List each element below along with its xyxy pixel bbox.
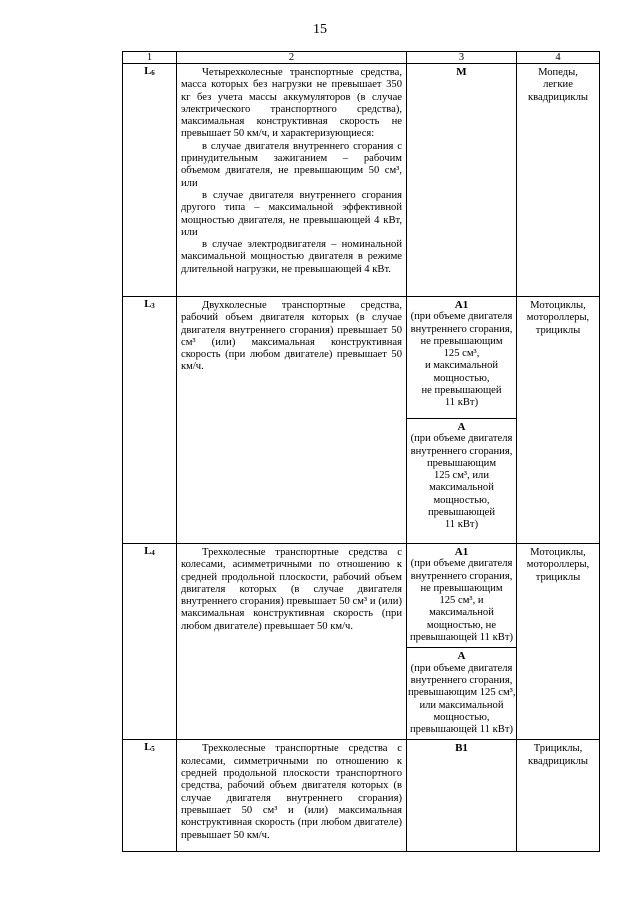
category-note-line: не превышающей — [421, 385, 502, 397]
description-paragraph: в случае двигателя внутреннего сгорания другого типа – максимальной эффективной мощностью двигателя, не превышающей 4 кВт, или — [181, 189, 402, 238]
category-note-line: внутреннего сгорания, — [410, 445, 513, 457]
vehicle-code: $L_4$ — [144, 546, 155, 557]
vehicle-code: $L_6$ — [144, 66, 155, 77]
column-header: 3 — [407, 52, 517, 64]
category-note-line: превышающей 11 кВт) — [410, 724, 513, 736]
category-note-line: не превышающим — [420, 335, 503, 347]
category-note-line: превышающей — [427, 507, 496, 519]
category-note-line: максимальной — [429, 482, 494, 494]
vehicle-type-line: Мотоциклы, — [530, 300, 586, 311]
vehicle-type-line: мотороллеры, — [526, 559, 590, 571]
category-note-line: максимальной — [429, 607, 494, 619]
vehicle-type-cell — [517, 740, 600, 852]
vehicle-code: $L_5$ — [144, 742, 155, 754]
column-header: 4 — [517, 52, 600, 64]
vehicle-category-table — [122, 51, 600, 852]
license-category-code: A — [457, 421, 466, 433]
category-note-line: (при объеме двигателя — [410, 433, 513, 445]
description-paragraph: Трехколесные транспортные средства с колесами, симметричными по отношению к средней продольной плоскости транспортного средства, рабочий объем двигателя которых (в случае двигателя внутреннего сгорания) превышает 50 см³ и (или) максимальная конструктивная скорость (при любом двигателе) превышает 50 км/ч. — [181, 743, 402, 841]
description-cell — [177, 740, 407, 852]
category-note-line: мощностью, — [433, 494, 490, 506]
column-header: 2 — [177, 52, 407, 64]
description-cell — [177, 64, 407, 297]
category-note-line: не превышающим — [420, 582, 503, 594]
description-paragraph: Двухколесные транспортные средства, рабочий объем двигателя которых (в случае двигателя внутреннего сгорания) превышает 50 см³ (или) максимальная конструктивная скорость (при любом двигателе) превышает 50 км/ч. — [181, 300, 402, 373]
category-note-line: мощностью, не — [426, 619, 497, 631]
vehicle-code-cell — [123, 64, 177, 297]
table-row — [123, 64, 600, 297]
category-note-line: 11 кВт) — [444, 519, 479, 531]
vehicle-type-line: квадрициклы — [528, 91, 588, 103]
license-category-code: A1 — [454, 299, 469, 311]
description-cell — [177, 544, 407, 740]
vehicle-type-cell — [517, 64, 600, 297]
table-row — [123, 297, 600, 419]
license-category-cell — [407, 740, 517, 852]
category-note-line: мощностью, — [433, 711, 490, 723]
table-row — [123, 544, 600, 648]
vehicle-code: $L_3$ — [144, 299, 155, 310]
category-note-line: превышающим 125 см³, — [408, 687, 516, 699]
vehicle-type-cell — [517, 297, 600, 544]
license-category-cell — [407, 648, 517, 740]
category-note-line: внутреннего сгорания, — [410, 674, 513, 686]
vehicle-type-line: Мопеды, — [538, 67, 578, 78]
vehicle-type-line: мотороллеры, — [526, 312, 590, 324]
vehicle-type-line: Трициклы, — [533, 743, 583, 755]
license-category-code: M — [456, 66, 467, 78]
license-category-cell — [407, 64, 517, 297]
category-note-line: и максимальной — [424, 360, 499, 372]
table-row — [123, 740, 600, 852]
category-note-line: мощностью, — [433, 372, 490, 384]
vehicle-type-cell — [517, 544, 600, 740]
category-note-line: 125 см³, и — [439, 595, 484, 607]
vehicle-code-cell — [123, 297, 177, 544]
description-paragraph: Четырехколесные транспортные средства, масса которых без нагрузки не превышает 350 кг без учета массы аккумуляторов (в случае электрического транспортного средства), максимальная конструктивная скорость не превышает 50 км/ч, и характеризующиеся: — [181, 67, 402, 140]
category-note-line: 125 см³, — [443, 348, 480, 360]
category-note-line: 11 кВт) — [444, 397, 479, 409]
license-category-code: B1 — [455, 742, 468, 755]
category-note-line: внутреннего сгорания, — [410, 570, 513, 582]
license-category-cell — [407, 297, 517, 419]
table-header-row — [123, 52, 600, 64]
column-header: 1 — [123, 52, 177, 64]
vehicle-type-line: квадрициклы — [528, 755, 588, 767]
license-category-cell — [407, 419, 517, 544]
category-note-line: внутреннего сгорания, — [410, 323, 513, 335]
category-note-line: 125 см³, или — [433, 470, 490, 482]
category-note-line: превышающим — [426, 457, 497, 469]
description-paragraph: в случае электродвигателя – номинальной максимальной мощностью двигателя в режиме длительной нагрузки, не превышающей 4 кВт. — [181, 239, 402, 275]
category-note-line: (при объеме двигателя — [410, 662, 513, 674]
vehicle-type-line: трициклы — [535, 571, 581, 583]
vehicle-type-line: трициклы — [535, 324, 581, 336]
description-cell — [177, 297, 407, 544]
vehicle-type-line: легкие — [543, 79, 573, 91]
license-category-code: A1 — [454, 546, 469, 558]
page-number: 15 — [313, 22, 327, 37]
category-note-line: или максимальной — [419, 699, 504, 711]
category-note-line: (при объеме двигателя — [410, 311, 513, 323]
license-category-cell — [407, 544, 517, 648]
vehicle-type-line: Мотоциклы, — [530, 547, 586, 558]
category-note-line: (при объеме двигателя — [410, 558, 513, 570]
license-category-code: A — [457, 650, 466, 663]
description-paragraph: Трехколесные транспортные средства с колесами, асимметричными по отношению к средней продольной плоскости, рабочий объем двигателя которых (в случае двигателя внутреннего сгорания) превышает 50 см³ и (или) максимальная конструктивная скорость (при любом двигателе) превышает 50 км/ч. — [181, 547, 402, 632]
vehicle-code-cell — [123, 740, 177, 852]
vehicle-code-cell — [123, 544, 177, 740]
category-note-line: превышающей 11 кВт) — [410, 632, 513, 644]
description-paragraph: в случае двигателя внутреннего сгорания с принудительным зажиганием – рабочим объемом двигателя, не превышающим 50 см³, или — [181, 140, 402, 189]
